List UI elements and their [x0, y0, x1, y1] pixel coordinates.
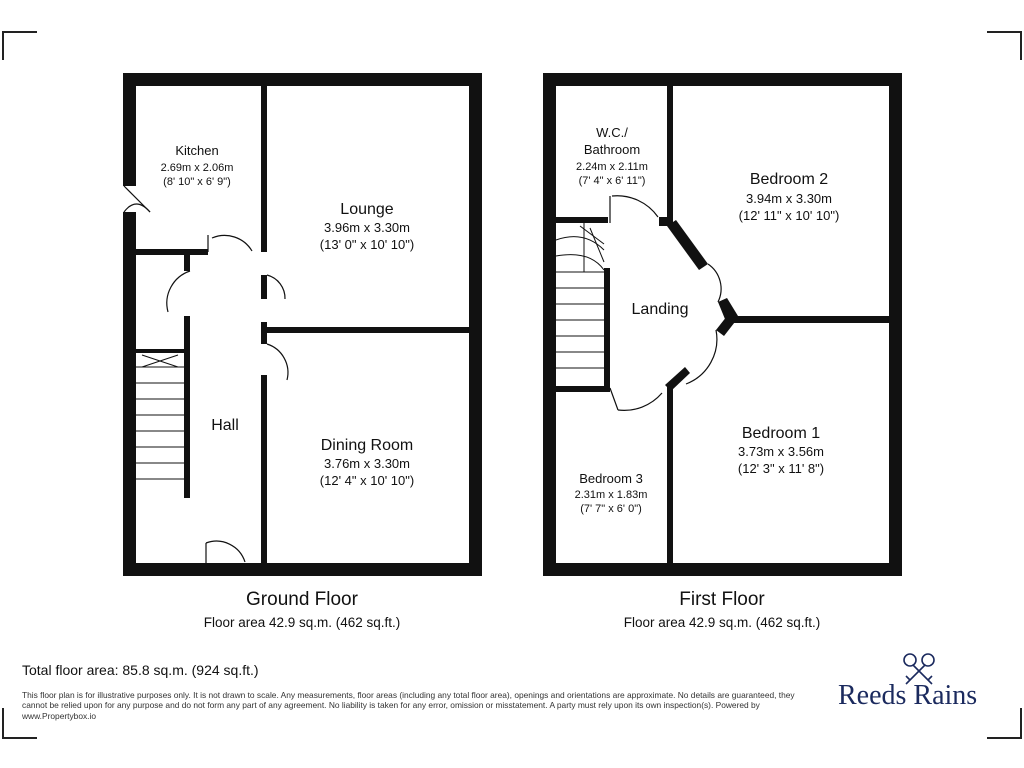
brand-logo-text: Reeds Rains [838, 680, 978, 711]
kitchen-label: Kitchen [175, 143, 219, 158]
bedroom-2-label: Bedroom 2 [749, 171, 829, 188]
ground-floor-title: Ground Floor [246, 589, 358, 610]
dining-room-metric: 3.76m x 3.30m [324, 456, 410, 471]
kitchen-metric: 2.69m x 2.06m [160, 162, 234, 174]
bathroom-label-line2: Bathroom [583, 142, 641, 157]
dining-room-imperial: (12' 4" x 10' 10") [319, 473, 415, 488]
bedroom-2-imperial: (12' 11" x 10' 10") [738, 208, 840, 223]
crop-marks [3, 32, 1021, 738]
landing-label: Landing [631, 301, 689, 318]
bedroom-3-metric: 2.31m x 1.83m [574, 489, 648, 501]
disclaimer-text: This floor plan is for illustrative purposes only. It is not drawn to scale. Any measurements, floor areas (including any total floor area), openings and orientations are approximate. No details are guaranteed, they cannot be relied upon for any purpose and do not form any part of any agreement. No liability is taken for any error, omission or misstatement. A party must rely upon its own inspection(s). Powered by www.Propertybox.io [22, 690, 795, 721]
bedroom-1-label: Bedroom 1 [741, 425, 821, 442]
bedroom-3-label: Bedroom 3 [579, 471, 643, 486]
lounge-imperial: (13' 0" x 10' 10") [319, 237, 415, 252]
dining-room-label: Dining Room [320, 437, 414, 454]
first-floor-title: First Floor [679, 589, 765, 610]
ground-floor-area: Floor area 42.9 sq.m. (462 sq.ft.) [203, 615, 401, 630]
bathroom-metric: 2.24m x 2.11m [576, 161, 648, 173]
lounge-metric: 3.96m x 3.30m [324, 220, 410, 235]
bedroom-3-imperial: (7' 7" x 6' 0") [580, 503, 642, 515]
kitchen-imperial: (8' 10" x 6' 9") [163, 176, 231, 188]
lounge-label: Lounge [340, 201, 394, 218]
bedroom-2-metric: 3.94m x 3.30m [746, 191, 832, 206]
bedroom-1-imperial: (12' 3" x 11' 8") [737, 461, 825, 476]
first-stairs [556, 223, 604, 368]
ground-stairs [136, 355, 184, 479]
total-floor-area: Total floor area: 85.8 sq.m. (924 sq.ft.) [22, 662, 259, 678]
hall-label: Hall [211, 417, 239, 434]
first-floor-area: Floor area 42.9 sq.m. (462 sq.ft.) [623, 615, 821, 630]
bathroom-label-line1: W.C./ [596, 125, 628, 140]
bathroom-imperial: (7' 4" x 6' 11") [578, 175, 646, 187]
bedroom-1-metric: 3.73m x 3.56m [738, 444, 824, 459]
